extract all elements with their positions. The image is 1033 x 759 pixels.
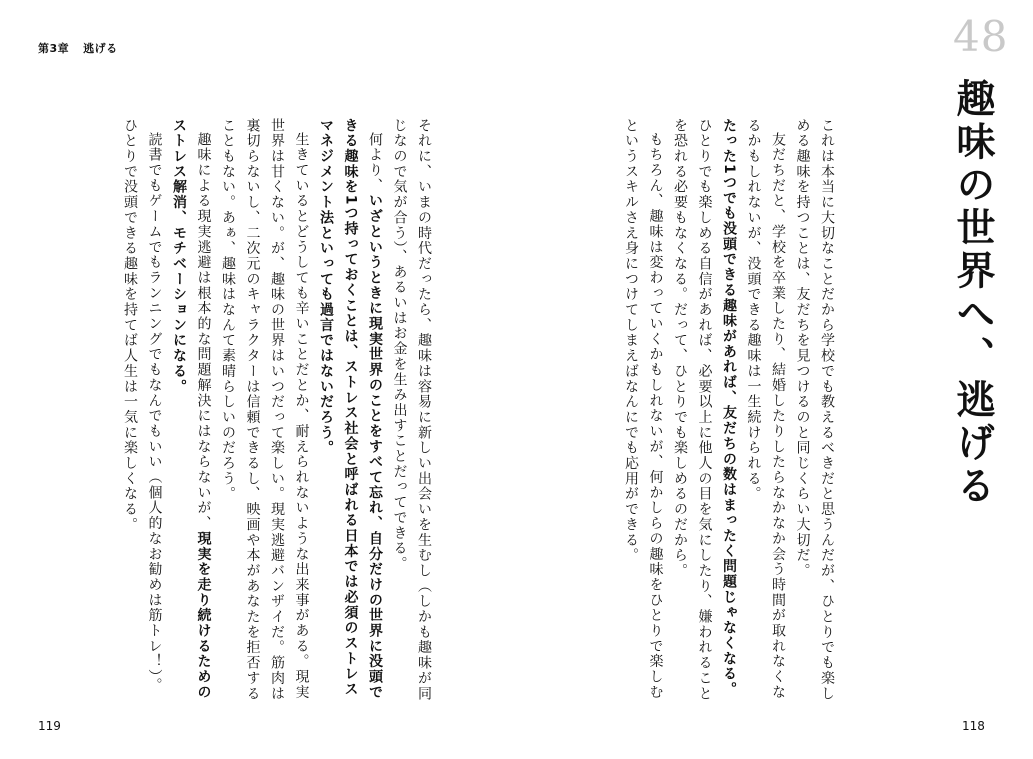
paragraph-text: 趣味による現実逃避は根本的な問題解決にはならないが、 <box>195 132 212 532</box>
left-page-body <box>93 118 436 703</box>
page-number-left: 119 <box>38 719 61 733</box>
emphasis-text: いざというときに現実世界のことをすべて忘れ、自分だけの世界に没頭できる趣味を1つ持っておくことは、ストレス社会と呼ばれる日本では必須のストレスマネジメント法といっても過言ではないだろう。 <box>318 118 383 700</box>
paragraph: それに、いまの時代だったら、趣味は容易に新しい出会いを生むし（しかも趣味が同じなので気が合う）、あるいはお金を生み出すことだってできる。 <box>391 118 432 702</box>
paragraph: 生きているとどうしても辛いことだとか、耐えられないような出来事がある。現実世界は甘くない。が、趣味の世界はいつだって楽しい。現実逃避バンザイだ。筋肉は裏切らないし、二次元のキャラクターは信頼できるし、映画や本があなたを拒否することもない。あぁ、趣味はなんて素晴らしいのだろう。 <box>220 118 310 702</box>
chapter-number: 第3章 <box>38 42 70 55</box>
chapter-title: 逃げる <box>83 42 118 55</box>
paragraph <box>668 118 742 703</box>
paragraph: 読書でもゲームでもランニングでもなんでもいい（個人的なお勧めは筋トレ！）。ひとりで没頭できる趣味を持てば人生は一気に楽しくなる。 <box>122 118 163 693</box>
emphasis-text: たった1つでも没頭できる趣味があれば、友だちの数はまったく問題じゃなくなる。 <box>721 118 737 698</box>
paragraph-text: ひとりでも楽しめる自信があれば、必要以上に他人の目を気にしたり、嫌われることを恐れる必要もなくなる。だって、ひとりでも楽しめるのだから。 <box>672 118 713 702</box>
paragraph-text: 何より、 <box>367 132 383 194</box>
section-title: 趣味の世界へ、逃げる <box>950 78 995 508</box>
paragraph: もちろん、趣味は変わっていくかもしれないが、何かしらの趣味をひとりで楽しむというスキルさえ身につけてしまえばなんにでも応用ができる。 <box>623 118 664 700</box>
paragraph <box>314 118 388 703</box>
section-number: 48 <box>953 12 1009 61</box>
running-head <box>38 40 118 56</box>
paragraph: 友だちだと、学校を卒業したり、結婚したりしたらなかなか会う時間が取れなくなるかもしれないが、没頭できる趣味は一生続けられる。 <box>745 118 786 700</box>
emphasis-text: 現実を走り続けるためのストレス解消、モチベーションになる。 <box>171 118 212 700</box>
paragraph: これは本当に大切なことだから学校でも教えるべきだと思うんだが、ひとりでも楽しめる趣味を持つことは、友だちを見つけるのと同じくらい大切だ。 <box>794 118 835 702</box>
right-page-body <box>594 118 839 703</box>
paragraph <box>167 118 216 703</box>
page-number-right: 118 <box>962 719 985 733</box>
